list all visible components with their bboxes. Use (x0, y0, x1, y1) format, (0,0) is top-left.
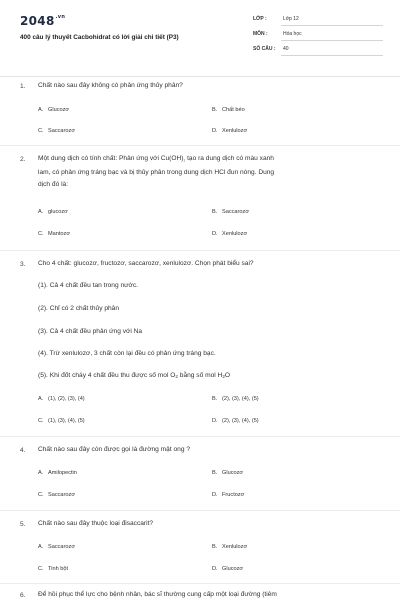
option-text: Xenlulozơ (222, 128, 248, 134)
statement-part: (5). Khi đốt cháy 4 chất đều thu được số mol O (38, 372, 176, 379)
option-letter: B. (212, 544, 218, 550)
meta-underline (281, 40, 383, 41)
meta-subject-value: Hóa học (283, 31, 302, 37)
option-c[interactable] (38, 418, 85, 424)
question-number: 6. (20, 592, 26, 599)
statement-part: O (224, 372, 231, 379)
option-letter: B. (212, 209, 218, 215)
option-letter: B. (212, 396, 218, 402)
meta-grade-value: Lớp 12 (283, 16, 299, 22)
option-b[interactable] (212, 107, 245, 113)
meta-underline (281, 55, 383, 56)
option-text: Glucozơ (222, 566, 244, 572)
meta-count-value: 40 (283, 46, 289, 52)
option-text: Xenlulozơ (222, 544, 248, 550)
meta-count (253, 44, 383, 56)
option-text: Saccarozơ (48, 544, 75, 550)
option-d[interactable] (212, 231, 247, 237)
option-text: (1), (2), (3), (4) (48, 396, 85, 402)
meta-grade-label: LỚP : (253, 16, 267, 22)
statement-4: (4). Trừ xenlulozơ, 3 chất còn lại đều có phản ứng tráng bạc. (38, 350, 216, 357)
option-a[interactable] (38, 544, 75, 550)
option-letter: D. (212, 492, 218, 498)
option-d[interactable] (212, 418, 259, 424)
option-letter: C. (38, 128, 44, 134)
option-letter: D. (212, 231, 218, 237)
option-letter: A. (38, 544, 44, 550)
header-divider (0, 76, 400, 77)
question-text (38, 153, 386, 192)
subscript: 2 (222, 374, 225, 379)
option-letter: A. (38, 107, 44, 113)
question-text: Chất nào sau đây không có phản ứng thủy phân? (38, 82, 183, 89)
question-text: Chất nào sau đây còn được gọi là đường mật ong ? (38, 446, 191, 453)
option-b[interactable] (212, 209, 249, 215)
document-header (0, 0, 400, 82)
option-text: Tinh bột (48, 566, 69, 572)
question-number: 4. (20, 447, 26, 454)
option-letter: A. (38, 396, 44, 402)
option-a[interactable] (38, 107, 69, 113)
question-separator (0, 583, 400, 584)
option-letter: D. (212, 566, 218, 572)
option-letter: B. (212, 470, 218, 476)
option-text: (1), (3), (4), (5) (48, 418, 85, 424)
option-letter: C. (38, 418, 44, 424)
option-a[interactable] (38, 209, 68, 215)
statement-part: bằng số mol H (177, 372, 223, 379)
logo-suffix: .vn (55, 14, 66, 20)
subscript: 2 (175, 374, 178, 379)
question-text-part: dịch đó là: (38, 181, 69, 188)
statement-2: (2). Chỉ có 2 chất thủy phân (38, 305, 120, 312)
option-letter: D. (212, 418, 218, 424)
option-b[interactable] (212, 396, 259, 402)
option-text: Saccarozơ (48, 128, 75, 134)
option-d[interactable] (212, 128, 247, 134)
option-text: Fructozơ (222, 492, 245, 498)
option-text: Saccarozơ (222, 209, 249, 215)
option-b[interactable] (212, 544, 247, 550)
question-separator (0, 510, 400, 511)
question-text: Chất nào sau đây thuộc loại đisaccarit? (38, 520, 154, 527)
question-text-part: lam, có phản ứng tráng bạc và bị thủy phân trong dung dịch HCl đun nóng. Dung (38, 168, 275, 176)
question-separator (0, 145, 400, 146)
option-letter: C. (38, 492, 44, 498)
meta-subject-label: MÔN : (253, 31, 268, 37)
option-text: Glucozơ (222, 470, 244, 476)
document-title: 400 câu lý thuyết Cacbohidrat có lời giải chi tiết (P3) (20, 34, 179, 41)
option-text: Chất béo (222, 107, 245, 113)
option-text: (2), (3), (4), (5) (222, 396, 259, 402)
option-text: Amilopectin (48, 470, 77, 476)
question-number: 1. (20, 83, 26, 90)
option-text: Xenlulozơ (222, 231, 248, 237)
meta-subject (253, 29, 383, 41)
question-separator (0, 250, 400, 251)
option-d[interactable] (212, 492, 244, 498)
meta-grade (253, 14, 383, 26)
option-letter: A. (38, 209, 44, 215)
option-letter: C. (38, 566, 44, 572)
option-b[interactable] (212, 470, 243, 476)
option-c[interactable] (38, 128, 75, 134)
option-letter: A. (38, 470, 44, 476)
option-text: Glucozơ (48, 107, 70, 113)
question-text: Cho 4 chất: glucozơ, fructozơ, saccarozơ, xenlulozơ. Chọn phát biểu sai? (38, 260, 254, 267)
question-number: 5. (20, 521, 26, 528)
question-separator (0, 436, 400, 437)
question-text: Để hồi phục thể lực cho bệnh nhân, bác sĩ thường cung cấp một loại đường (tiêm (38, 591, 277, 598)
option-letter: B. (212, 107, 218, 113)
option-a[interactable] (38, 470, 77, 476)
statement-5 (38, 372, 230, 379)
meta-count-label: SỐ CÂU : (253, 46, 276, 52)
logo-text: 2048 (20, 14, 55, 28)
subscript: ₂ (183, 157, 186, 162)
question-text-part: Một dung dịch có tính chất: Phản ứng với Cu(OH) (38, 155, 184, 162)
option-d[interactable] (212, 566, 243, 572)
option-c[interactable] (38, 231, 70, 237)
site-logo[interactable] (20, 14, 65, 28)
option-text: Mantozơ (48, 231, 71, 237)
option-letter: D. (212, 128, 218, 134)
statement-1: (1). Cả 4 chất đều tan trong nước. (38, 282, 139, 289)
option-text: glucozơ (48, 209, 68, 215)
option-a[interactable] (38, 396, 85, 402)
option-c[interactable] (38, 566, 68, 572)
option-text: Saccarozơ (48, 492, 75, 498)
option-text: (2), (3), (4), (5) (222, 418, 259, 424)
statement-3: (3). Cả 4 chất đều phản ứng với Na (38, 328, 143, 335)
question-number: 2. (20, 156, 26, 163)
option-c[interactable] (38, 492, 75, 498)
option-letter: C. (38, 231, 44, 237)
question-number: 3. (20, 261, 26, 268)
meta-underline (281, 25, 383, 26)
question-text-part: tạo ra dung dịch có màu xanh (185, 155, 274, 162)
